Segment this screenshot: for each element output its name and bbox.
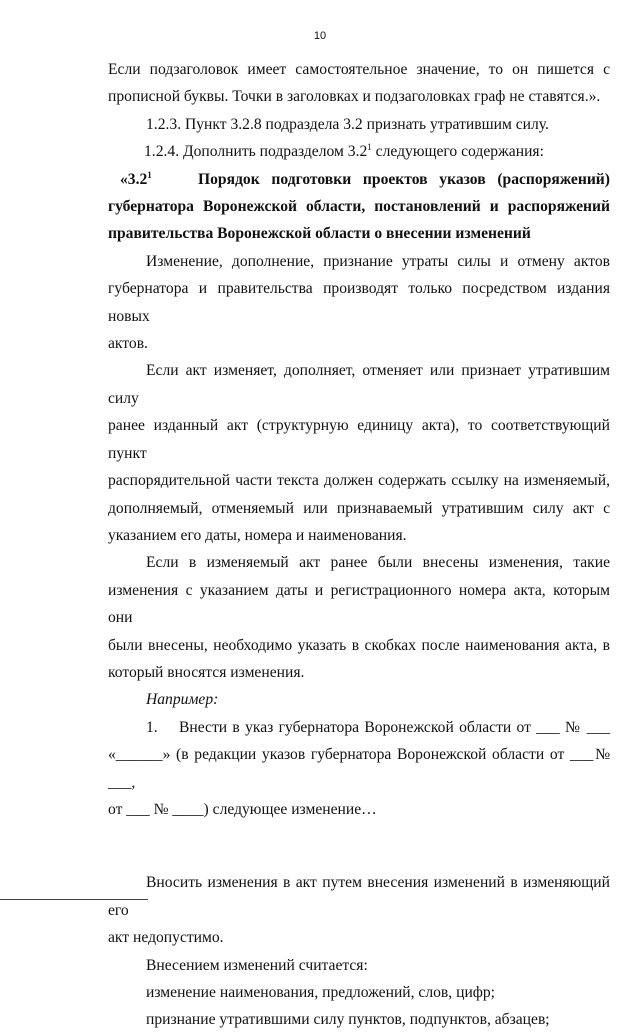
section-number-text: «3.2	[120, 170, 148, 188]
text-line: который вносятся изменения.	[108, 663, 305, 681]
text-line: изменения с указанием даты и регистрационного номера акта, которым они	[108, 581, 610, 627]
text-line: Изменение, дополнение, признание утраты силы и отмену актов	[146, 252, 610, 270]
text-line: акт недопустимо.	[108, 929, 224, 947]
text-line: ранее изданный акт (структурную единицу акта), то соответствующий пункт	[108, 417, 610, 462]
text-line: Если в изменяемый акт ранее были внесены изменения, такие	[146, 554, 610, 572]
spacer	[108, 823, 610, 869]
footnote-divider	[0, 899, 148, 900]
text-line: прописной буквы. Точки в заголовках и подзаголовках граф не ставятся.».	[108, 88, 601, 106]
text-line: Внесением изменений считается:	[146, 956, 368, 974]
superscript: 1	[367, 142, 372, 153]
text-line: признание утратившими силу пунктов, подпунктов, абзацев;	[146, 1011, 550, 1029]
superscript: 1	[147, 169, 152, 180]
text-line: распорядительной части текста должен содержать ссылку на изменяемый,	[108, 472, 610, 490]
text-line: губернатора и правительства производят только посредством издания новых	[108, 280, 610, 325]
text-line: были внесены, необходимо указать в скобках после наименования акта, в	[108, 636, 610, 654]
text-line: дополняемый, отменяемый или признаваемый утратившим силу акт с	[108, 499, 610, 517]
section-heading-line: губернатора Воронежской области, постановлений и распоряжений	[108, 198, 610, 216]
section-heading-line: правительства Воронежской области о внесении изменений	[108, 225, 531, 243]
clause-text: следующего содержания:	[371, 143, 544, 161]
section-number	[108, 166, 152, 193]
example-line: «______» (в редакции указов губернатора Воронежской области от ___№ ___,	[108, 746, 610, 791]
heading-text: Порядок подготовки проектов указов (распоряжений)	[198, 170, 610, 188]
clause-1-2-4	[108, 138, 610, 165]
clause-1-2-3: 1.2.3. Пункт 3.2.8 подраздела 3.2 признать утратившим силу.	[146, 115, 549, 133]
example-line: от ___ № ____) следующее изменение…	[108, 800, 377, 818]
document-body	[108, 56, 610, 1034]
text-line: Если акт изменяет, дополняет, отменяет или признает утратившим силу	[108, 362, 610, 407]
text-line: изменение наименования, предложений, слов, цифр;	[146, 984, 496, 1001]
example-label: Например:	[146, 691, 219, 709]
text-line: Если подзаголовок имеет самостоятельное значение, то он пишется с	[108, 61, 610, 78]
text-line: актов.	[108, 335, 148, 353]
text-line: указанием его даты, номера и наименования.	[108, 526, 407, 544]
section-heading-line	[108, 166, 610, 193]
clause-text: 1.2.4. Дополнить подразделом 3.2	[144, 143, 368, 161]
example-line: 1. Внести в указ губернатора Воронежской области от ___ № ___	[146, 718, 610, 736]
text-line: Вносить изменения в акт путем внесения изменений в изменяющий его	[108, 874, 610, 919]
page-number: 10	[313, 30, 327, 42]
